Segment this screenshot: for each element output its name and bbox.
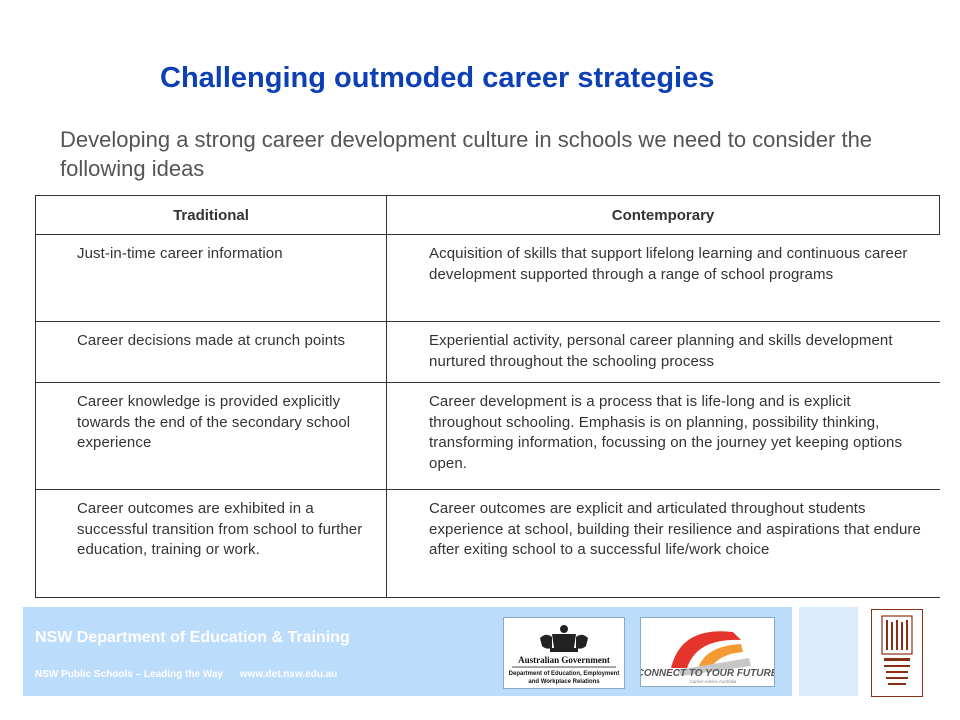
- footer-url[interactable]: www.det.nsw.edu.au: [239, 669, 338, 680]
- connect-to-your-future-logo: [640, 617, 775, 687]
- connect-logo-subtext: Career Advice Australia: [689, 679, 737, 684]
- coat-of-arms-icon: [504, 618, 624, 688]
- column-header-traditional: Traditional: [36, 196, 387, 235]
- footer-tagline: NSW Public Schools – Leading the Way: [35, 669, 223, 680]
- principals-australia-logo: [871, 609, 923, 697]
- traditional-cell: Career decisions made at crunch points: [36, 322, 387, 383]
- table-row: [36, 383, 940, 490]
- table-header-row: [36, 196, 940, 235]
- gov-logo-line1: Australian Government: [518, 655, 610, 665]
- principals-emblem-icon: [872, 610, 922, 696]
- traditional-cell: Just-in-time career information: [36, 235, 387, 322]
- gov-logo-line3: and Workplace Relations: [528, 679, 600, 685]
- comparison-table: [35, 195, 940, 598]
- contemporary-cell: Experiential activity, personal career planning and skills development nurtured throughout the schooling process: [387, 322, 940, 383]
- footer-department: NSW Department of Education & Training: [35, 629, 350, 646]
- slide-subtitle: Developing a strong career development culture in schools we need to consider the following ideas: [60, 127, 873, 181]
- table-row: [36, 322, 940, 383]
- connect-arch-icon: [641, 618, 774, 686]
- decorative-block: [799, 607, 858, 696]
- slide-title: Challenging outmoded career strategies: [160, 62, 715, 94]
- australian-government-logo: [503, 617, 625, 689]
- connect-logo-text: CONNECT TO YOUR FUTURE: [641, 668, 774, 679]
- table-row: [36, 490, 940, 598]
- footer-banner: [23, 607, 792, 696]
- contemporary-cell: Career outcomes are explicit and articulated throughout students experience at school, building their resilience and aspirations that endure after exiting school to a successful life/work choice: [387, 490, 940, 598]
- contemporary-cell: Career development is a process that is life-long and is explicit throughout schooling. Emphasis is on planning, possibility thinking, transforming information, focussing on the journey yet keeping options open.: [387, 383, 940, 490]
- contemporary-cell: Acquisition of skills that support lifelong learning and continuous career development supported through a range of school programs: [387, 235, 940, 322]
- traditional-cell: Career outcomes are exhibited in a successful transition from school to further education, training or work.: [36, 490, 387, 598]
- column-header-contemporary: Contemporary: [387, 196, 940, 235]
- gov-logo-line2: Department of Education, Employment: [508, 671, 620, 677]
- traditional-cell: Career knowledge is provided explicitly towards the end of the secondary school experience: [36, 383, 387, 490]
- footer-tagline-line: [35, 669, 337, 680]
- table-row: [36, 235, 940, 322]
